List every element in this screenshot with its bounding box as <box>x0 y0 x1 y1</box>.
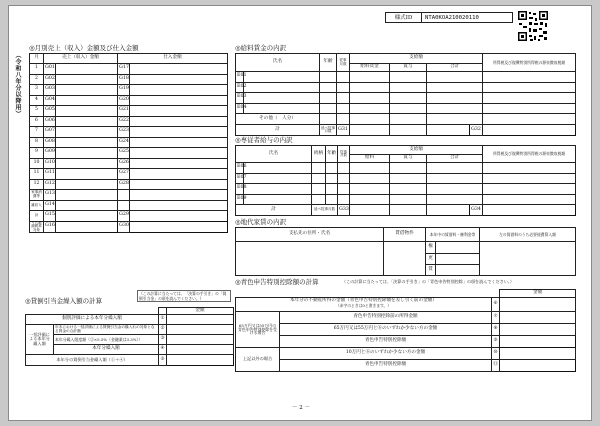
monthly-title: ◎月別売上（収入）金額及び仕入金額 <box>29 44 139 52</box>
monthly-table <box>29 53 228 233</box>
rent-item-2: 更 <box>426 254 436 265</box>
monthly-month: 10 <box>30 158 44 169</box>
salary-total-code: G31 <box>337 125 350 136</box>
salary-row-code: E01 <box>236 72 244 83</box>
monthly-month: 雑収入 <box>30 200 44 211</box>
family-total-code: G33 <box>338 205 350 216</box>
rent-title-text: 地代家賃の内訳 <box>240 218 287 226</box>
salary-salary-header: 給料賃金 <box>350 64 390 72</box>
family-row-code: E08 <box>236 184 244 195</box>
blue-income-label: 本年分の不動産所得の金額（青色申告特別控除額を差し引く前の金額） <box>289 298 437 304</box>
bad-debt-row-5-label: 本年分の貸倒引当金繰入額（①＋④） <box>26 355 159 366</box>
monthly-sales-code: G10 <box>44 158 56 169</box>
monthly-purchase-amount[interactable] <box>130 116 228 127</box>
bad-debt-title: ◎貸倒引当金繰入額の計算 <box>25 297 103 305</box>
monthly-purchase-amount[interactable] <box>130 137 228 148</box>
salary-row <box>236 72 576 83</box>
monthly-purchase-code: G25 <box>118 148 130 159</box>
monthly-purchase-amount[interactable] <box>130 148 228 159</box>
monthly-purchase-code <box>118 200 130 211</box>
page-number: － 2 － <box>292 405 310 411</box>
monthly-sales-amount[interactable] <box>56 169 118 180</box>
blue-row-9-num: ⑨ <box>492 336 500 348</box>
form-page <box>8 5 592 421</box>
monthly-purchase-amount[interactable] <box>130 179 228 190</box>
blue-sec2-label: 上記以外の場合 <box>236 348 280 372</box>
monthly-purchase-code: G26 <box>118 158 130 169</box>
monthly-row <box>30 106 228 117</box>
monthly-sales-code: G05 <box>44 106 56 117</box>
monthly-sales-code: G15 <box>44 211 56 222</box>
salary-bonus-header: 賞与 <box>390 64 427 72</box>
salary-title-text: 給料賃金の内訳 <box>240 44 287 52</box>
blue-table <box>235 289 576 372</box>
blue-income-row <box>236 298 492 312</box>
family-rows <box>236 163 576 205</box>
bad-debt-row-3-label: 本年分繰入限度額（②×5.5%（金融業は3.3%）） <box>54 335 159 345</box>
monthly-purchase-amount[interactable] <box>130 127 228 138</box>
monthly-sales-code: G16 <box>44 221 56 233</box>
monthly-purchase-code: G18 <box>118 74 130 85</box>
monthly-row <box>30 64 228 75</box>
monthly-sales-code: G07 <box>44 127 56 138</box>
monthly-purchase-code: G23 <box>118 127 130 138</box>
monthly-sales-amount[interactable] <box>56 74 118 85</box>
rent-item-1: 権 <box>426 242 436 254</box>
monthly-row <box>30 179 228 190</box>
monthly-sales-amount[interactable] <box>56 200 118 211</box>
monthly-row <box>30 95 228 106</box>
monthly-row <box>30 74 228 85</box>
monthly-sales-amount[interactable] <box>56 190 118 201</box>
family-name-cell[interactable] <box>244 184 312 195</box>
salary-staff-label: 延べ従事月数 <box>320 125 337 136</box>
monthly-purchase-header: 仕入金額 <box>118 54 228 64</box>
bad-debt-row-5-num: ⑤ <box>159 355 167 366</box>
monthly-sales-amount[interactable] <box>56 211 118 222</box>
monthly-sales-code: G12 <box>44 179 56 190</box>
monthly-month-header: 月 <box>30 54 44 64</box>
family-salary-header: 給料 <box>350 155 390 163</box>
bad-debt-row-2-label: 年末における一括評価による貸倒引当金の繰入れの対象となる貸金の合計額 <box>54 325 159 335</box>
family-row-code: E06 <box>236 163 244 174</box>
monthly-sales-amount[interactable] <box>56 221 118 233</box>
family-total-header: 合計 <box>427 155 483 163</box>
monthly-month: 2 <box>30 74 44 85</box>
family-relation-header: 続柄 <box>312 146 326 163</box>
salary-other-label: その他（ 人分） <box>236 114 320 125</box>
monthly-sales-amount[interactable] <box>56 85 118 96</box>
salary-row <box>236 82 576 93</box>
family-pay-header: 支給額 <box>350 146 483 155</box>
monthly-sales-code: G14 <box>44 200 56 211</box>
monthly-purchase-code: G27 <box>118 169 130 180</box>
blue-row-9-label: 青色申告特別控除額 <box>280 336 492 348</box>
monthly-purchase-amount[interactable] <box>130 106 228 117</box>
salary-name-cell[interactable] <box>244 72 320 83</box>
bad-debt-row-3-num: ③ <box>159 335 167 345</box>
monthly-month: うち軽減税率対象 <box>31 220 42 232</box>
family-row <box>236 163 576 174</box>
monthly-row <box>30 148 228 159</box>
bad-debt-row-1-label: 個別評価による本年分繰入額 <box>26 315 159 325</box>
salary-row <box>236 93 576 104</box>
family-row <box>236 194 576 205</box>
salary-pay-header: 支給額 <box>350 54 483 64</box>
monthly-month: 1 <box>30 64 44 75</box>
rent-payee-header: 支払先の住所・氏名 <box>236 228 384 242</box>
rent-table <box>235 227 576 276</box>
rent-deductible-header: 左の賃借料のうち必要経費算入額 <box>480 228 576 242</box>
monthly-month: 4 <box>30 95 44 106</box>
monthly-purchase-amount[interactable] <box>130 74 228 85</box>
blue-note: （この計算に当たっては、「決算の手引き」の「青色申告特別控除」の項を読んでください。） <box>342 279 514 284</box>
monthly-purchase-code: G19 <box>118 85 130 96</box>
form-id-label: 様式ID <box>386 13 422 23</box>
monthly-purchase-code: G24 <box>118 137 130 148</box>
salary-name-header: 氏名 <box>236 54 320 72</box>
monthly-sales-amount[interactable] <box>56 179 118 190</box>
monthly-sales-amount[interactable] <box>56 148 118 159</box>
family-title: ◎専従者給与の内訳 <box>235 136 293 144</box>
monthly-sales-amount[interactable] <box>56 106 118 117</box>
blue-title-text: 青色申告特別控除額の計算 <box>240 278 319 286</box>
form-id-value: NTA0KOA210020110 <box>425 15 479 21</box>
blue-amount-header: 金額 <box>500 290 576 298</box>
rent-property-header: 賃借物件 <box>384 228 426 242</box>
monthly-month: 8 <box>30 137 44 148</box>
monthly-row <box>30 137 228 148</box>
monthly-sales-code: G09 <box>44 148 56 159</box>
salary-row <box>236 103 576 114</box>
monthly-month: 12 <box>30 179 44 190</box>
monthly-purchase-amount[interactable] <box>130 95 228 106</box>
monthly-title-text: 月別売上（収入）金額及び仕入金額 <box>34 44 139 52</box>
monthly-sales-amount[interactable] <box>56 116 118 127</box>
monthly-purchase-amount[interactable] <box>130 64 228 75</box>
form-id-box <box>385 12 513 23</box>
monthly-row <box>30 158 228 169</box>
bad-debt-note: （この計算に当たっては、「決算の手引き」の「貸倒引当金」の項を読んでください。） <box>137 290 231 302</box>
bad-debt-table <box>25 307 234 366</box>
family-row-code: E07 <box>236 173 244 184</box>
rent-period-header: 本年中の賃借料・権利金等 <box>426 228 480 242</box>
monthly-sales-header: 売上（収入）金額 <box>44 54 118 64</box>
bad-debt-row-2-num: ② <box>159 325 167 335</box>
monthly-sales-code: G01 <box>44 64 56 75</box>
monthly-sales-amount[interactable] <box>56 137 118 148</box>
family-age-header: 年齢 <box>326 146 338 163</box>
blue-row-7-num: ⑦ <box>492 312 500 324</box>
monthly-month: 6 <box>30 116 44 127</box>
monthly-sales-amount[interactable] <box>56 127 118 138</box>
bad-debt-group-label: 一括評価による本年分繰入額 <box>26 325 54 355</box>
monthly-sales-code: G06 <box>44 116 56 127</box>
monthly-month: 家事消費等 <box>30 190 44 201</box>
salary-age-header: 年齢 <box>320 54 337 72</box>
family-tax-code: G34 <box>470 205 483 216</box>
salary-tax-header: 所得税及び復興特別所得税の源泉徴収税額 <box>483 54 576 72</box>
monthly-sales-code: G03 <box>44 85 56 96</box>
monthly-purchase-code: G30 <box>118 221 130 233</box>
monthly-row <box>30 127 228 138</box>
salary-title: ◎給料賃金の内訳 <box>235 44 287 52</box>
monthly-sales-code: G13 <box>44 190 56 201</box>
family-name-header: 氏名 <box>236 146 312 163</box>
monthly-month: 9 <box>30 148 44 159</box>
monthly-purchase-amount[interactable] <box>130 169 228 180</box>
monthly-purchase-amount[interactable] <box>130 211 228 222</box>
year-vertical-label: （令和八年分以降用） <box>14 52 21 117</box>
blue-row-7-label: 青色申告特別控除前の所得金額 <box>280 312 492 324</box>
salary-table <box>235 53 576 136</box>
blue-row-10-label: 10万円と⑥のいずれか少ない方の金額 <box>280 348 492 360</box>
blue-row-11-label: 青色申告特別控除額 <box>280 360 492 372</box>
monthly-purchase-code <box>118 190 130 201</box>
monthly-sales-code: G02 <box>44 74 56 85</box>
monthly-purchase-amount[interactable] <box>130 200 228 211</box>
blue-income-sub: （赤字のときは0と書きます。） <box>335 303 392 308</box>
salary-name-cell[interactable] <box>244 103 320 114</box>
bad-debt-row-1-num: ① <box>159 315 167 325</box>
monthly-sales-code: G04 <box>44 95 56 106</box>
monthly-row <box>30 85 228 96</box>
salary-months-header: 従事月数 <box>337 54 350 72</box>
salary-name-cell[interactable] <box>244 93 320 104</box>
monthly-row <box>30 116 228 127</box>
family-name-cell[interactable] <box>244 173 312 184</box>
salary-row-code: E03 <box>236 93 244 104</box>
blue-row-8-label: 65万円又は55万円と⑥のいずれか少ない方の金額 <box>280 324 492 336</box>
monthly-sales-amount[interactable] <box>56 64 118 75</box>
monthly-sales-amount[interactable] <box>56 158 118 169</box>
family-table <box>235 145 576 216</box>
family-row <box>236 173 576 184</box>
family-tax-header: 所得税及び復興特別所得税の源泉徴収税額 <box>483 146 576 163</box>
monthly-month: 3 <box>30 85 44 96</box>
monthly-sales-code: G08 <box>44 137 56 148</box>
monthly-purchase-amount[interactable] <box>130 190 228 201</box>
monthly-row <box>30 200 228 211</box>
blue-row-10-num: ⑩ <box>492 348 500 360</box>
salary-tax-code: G32 <box>470 125 483 136</box>
monthly-row <box>30 169 228 180</box>
monthly-purchase-amount[interactable] <box>130 221 228 233</box>
monthly-month: 11 <box>30 169 44 180</box>
salary-total-header: 合計 <box>427 64 483 72</box>
blue-sec1-label: 65万円又は55万円の青色申告特別控除を受ける場合 <box>236 312 280 348</box>
family-row <box>236 184 576 195</box>
blue-row-6-num: ⑥ <box>492 298 500 312</box>
monthly-purchase-amount[interactable] <box>130 158 228 169</box>
monthly-purchase-code: G20 <box>118 95 130 106</box>
salary-name-cell[interactable] <box>244 82 320 93</box>
monthly-row <box>30 221 228 233</box>
bad-debt-amount-header: 金額 <box>167 308 234 315</box>
monthly-sales-amount[interactable] <box>56 95 118 106</box>
monthly-purchase-code: G22 <box>118 116 130 127</box>
monthly-month: 7 <box>30 127 44 138</box>
monthly-sales-code: G11 <box>44 169 56 180</box>
monthly-rows <box>30 64 228 233</box>
salary-row-code: E04 <box>236 103 244 114</box>
bad-debt-row-4-label: 本年分繰入額 <box>54 345 159 355</box>
monthly-purchase-code: G21 <box>118 106 130 117</box>
family-staff-label: 延べ従事月数 <box>312 205 338 216</box>
salary-rows <box>236 72 576 114</box>
family-total-label: 計 <box>236 205 312 216</box>
monthly-purchase-amount[interactable] <box>130 85 228 96</box>
family-months-header: 従事月数 <box>338 146 350 163</box>
qr-code-icon <box>517 10 549 42</box>
family-name-cell[interactable] <box>244 194 312 205</box>
monthly-month: 計 <box>30 211 44 222</box>
salary-total-label: 計 <box>236 125 320 136</box>
bad-debt-row-4-num: ④ <box>159 345 167 355</box>
monthly-purchase-code: G17 <box>118 64 130 75</box>
family-row-code: E09 <box>236 194 244 205</box>
monthly-row <box>30 190 228 201</box>
monthly-purchase-code: G29 <box>118 211 130 222</box>
family-title-text: 専従者給与の内訳 <box>240 136 293 144</box>
monthly-purchase-code: G28 <box>118 179 130 190</box>
bad-debt-title-text: 貸倒引当金繰入額の計算 <box>30 297 103 305</box>
rent-item-3: 賃 <box>426 265 436 276</box>
blue-title: ◎青色申告特別控除額の計算 <box>235 278 319 286</box>
family-name-cell[interactable] <box>244 163 312 174</box>
blue-row-8-num: ⑧ <box>492 324 500 336</box>
monthly-row <box>30 211 228 222</box>
blue-row-11-num: ⑪ <box>492 360 500 372</box>
salary-row-code: E02 <box>236 82 244 93</box>
monthly-month: 5 <box>30 106 44 117</box>
family-bonus-header: 賞与 <box>390 155 427 163</box>
rent-title: ◎地代家賃の内訳 <box>235 218 287 226</box>
